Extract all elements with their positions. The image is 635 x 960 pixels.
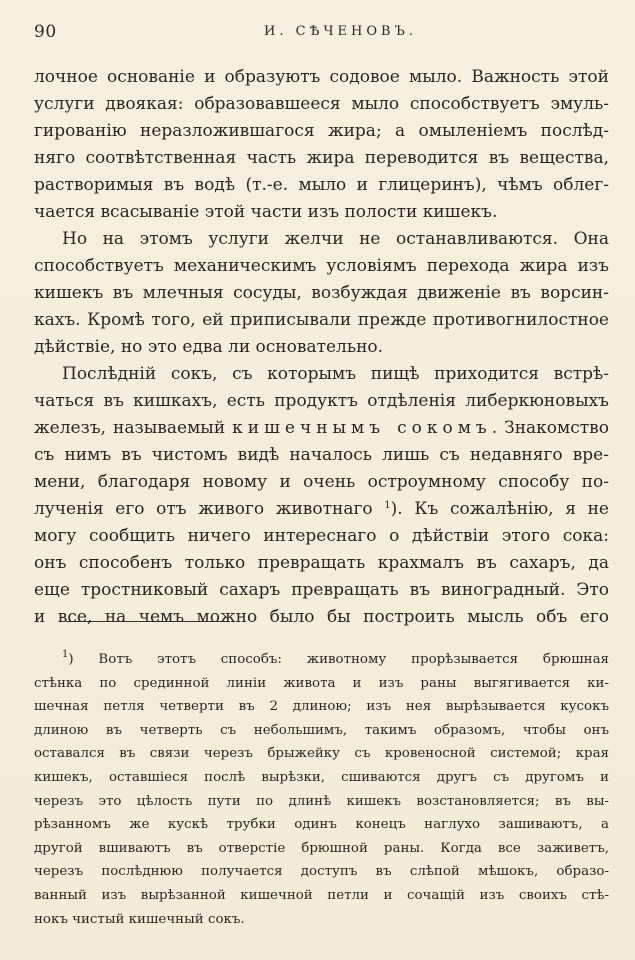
text-line: мени, благодаря новому и очень остроумному способу по- — [34, 472, 609, 492]
text-line: дѣйствіе, но это едва ли основательно. — [34, 337, 384, 357]
text-line — [34, 496, 609, 523]
text-line: гированію неразложившагося жира; а омыленіемъ послѣд- — [34, 121, 609, 141]
footnote-marker: 1 — [62, 649, 69, 660]
text-segment: железъ, называемый — [34, 418, 233, 438]
footnote-divider — [66, 621, 228, 622]
text-line: и все, на чемъ можно было бы построить мысль объ его — [34, 607, 609, 627]
text-line: чаться въ кишкахъ, есть продуктъ отдѣленія либеркюновыхъ — [34, 391, 609, 411]
footnote-line: оставался въ связи черезъ брыжейку съ кровеносной системой; края — [34, 746, 609, 762]
footnote-reference[interactable]: 1 — [384, 500, 391, 511]
text-line: Послѣдній сокъ, съ которымъ пищѣ приходится встрѣ- — [62, 364, 609, 384]
footnote-line: рѣзанномъ же кускѣ трубки одинъ конецъ наглухо зашиваютъ, а — [34, 817, 609, 833]
footnote-line: стѣнка по срединной линіи живота и изъ раны выгягивается ки- — [34, 675, 609, 691]
footnote-line: черезъ послѣднюю получается доступъ въ слѣпой мѣшокъ, образо- — [34, 864, 609, 880]
page-number: 90 — [34, 22, 57, 42]
text-line: лочное основаніе и образуютъ содовое мыло. Важность этой — [34, 67, 609, 87]
text-line: способствуетъ механическимъ условіямъ перехода жира изъ — [34, 256, 609, 276]
text-line: кахъ. Кромѣ того, ей приписывали прежде противогнилостное — [34, 310, 609, 330]
text-segment: . Знакомство — [491, 418, 609, 438]
text-line: онъ способенъ только превращать крахмалъ въ сахаръ, да — [34, 553, 609, 573]
text-segment: ). Къ сожалѣнію, я не — [390, 499, 609, 519]
spaced-term: кишечнымъ сокомъ — [232, 418, 492, 438]
text-line: растворимыя въ водѣ (т.-е. мыло и глицеринъ), чѣмъ облег- — [34, 175, 609, 195]
text-line — [34, 415, 609, 442]
footnote-line: другой вшиваютъ въ отверстіе брюшной раны. Когда все заживетъ, — [34, 840, 609, 856]
footnote-text: ) Вотъ этотъ способъ: животному прорѣзывается брюшная — [68, 652, 609, 667]
footnote-line: нокъ чистый кишечный сокъ. — [34, 911, 245, 927]
footnote — [34, 648, 609, 931]
running-head — [34, 22, 609, 44]
text-line: Но на этомъ услуги желчи не останавливаются. Она — [62, 229, 609, 249]
text-segment: лученія его отъ живого животнаго — [34, 499, 385, 519]
footnote-line — [34, 648, 609, 672]
footnote-line: шечная петля четверти въ 2 длиною; изъ нея вырѣзывается кусокъ — [34, 699, 609, 715]
text-line: няго соотвѣтственная часть жира переводится въ вещества, — [34, 148, 609, 168]
footnote-line: длиною въ четверть съ небольшимъ, такимъ образомъ, чтобы онъ — [34, 722, 609, 738]
running-title: И. СѢЧЕНОВЪ. — [264, 24, 417, 39]
footnote-line: ванный изъ вырѣзанной кишечной петли и сочащій изъ своихъ стѣ- — [34, 887, 609, 903]
text-line: кишекъ въ млечныя сосуды, возбуждая движеніе въ ворсин- — [34, 283, 609, 303]
text-line: услуги двоякая: образовавшееся мыло способствуетъ эмуль- — [34, 94, 609, 114]
body-text — [34, 64, 609, 631]
text-line: могу сообщить ничего интереснаго о дѣйствіи этого сока: — [34, 526, 609, 546]
footnote-line: кишекъ, оставшіеся послѣ вырѣзки, сшиваются другъ съ другомъ и — [34, 769, 609, 785]
text-line: еще тростниковый сахаръ превращать въ виноградный. Это — [34, 580, 609, 600]
text-line: чается всасываніе этой части изъ полости кишекъ. — [34, 202, 498, 222]
footnote-line: черезъ это цѣлость пути по длинѣ кишекъ возстановляется; въ вы- — [34, 793, 609, 809]
text-line: съ нимъ въ чистомъ видѣ началось лишь съ недавняго вре- — [34, 445, 609, 465]
